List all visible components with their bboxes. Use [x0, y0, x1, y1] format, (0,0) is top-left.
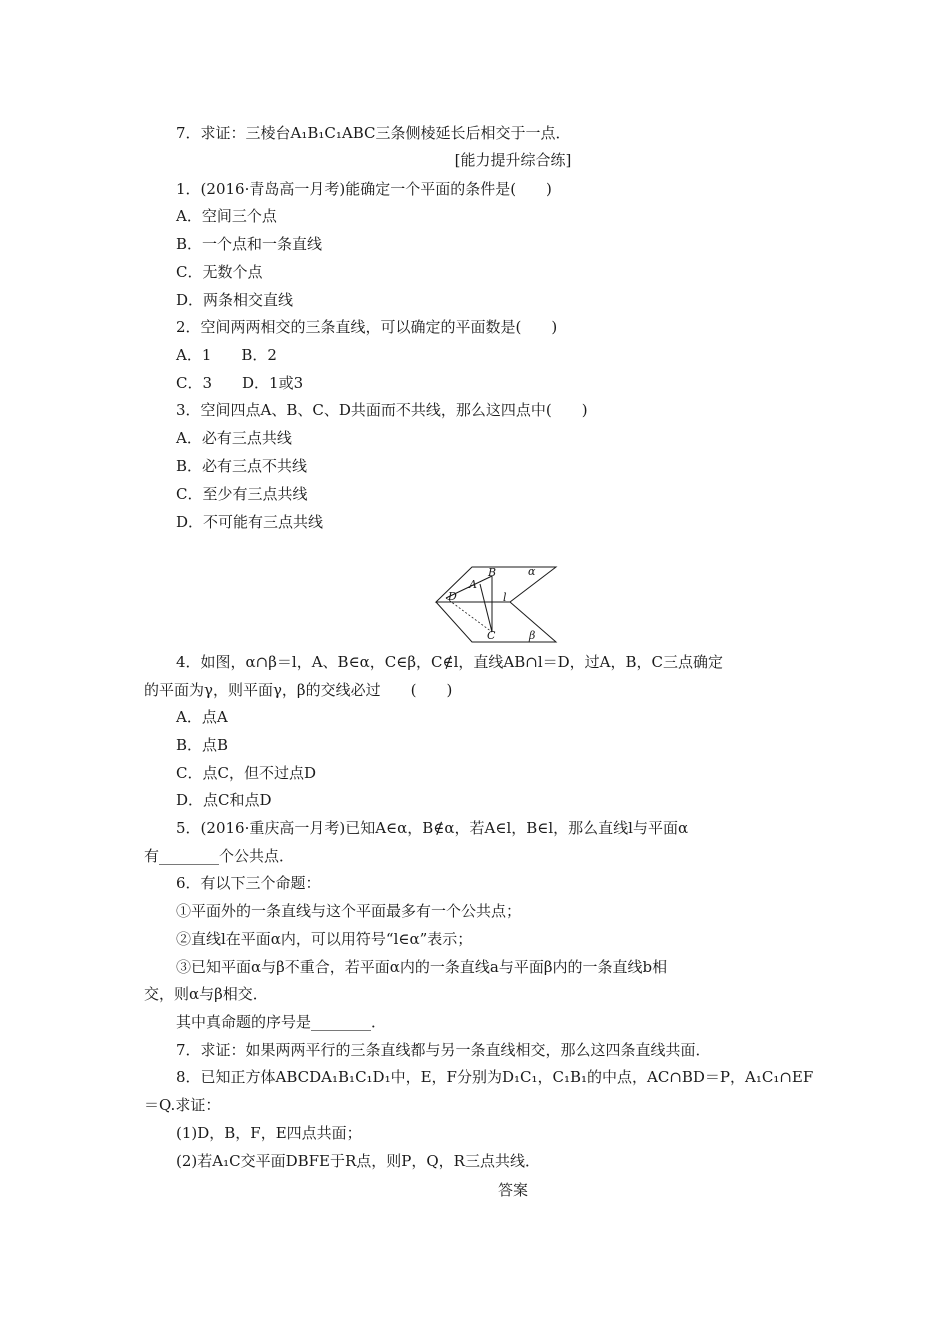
q7-stem: 7．求证：如果两两平行的三条直线都与另一条直线相交，那么这四条直线共面．: [176, 1041, 711, 1059]
planes-figure: [432, 560, 562, 648]
q5-line1: 5．(2016·重庆高一月考)已知A∈α，B∉α，若A∈l，B∈l，那么直线l与平面α: [176, 819, 689, 837]
q8-part-1: (1)D，B，F，E四点共面；: [176, 1124, 362, 1142]
q2-options-ab: A．1 B．2: [176, 346, 277, 364]
q3-option-d: D．不可能有三点共线: [176, 513, 324, 531]
label-alpha: α: [528, 565, 536, 578]
q2-stem: 2．空间两两相交的三条直线，可以确定的平面数是( ): [176, 318, 558, 336]
q8-line2: ＝Q.求证：: [144, 1096, 221, 1114]
q8-part-2: (2)若A₁C交平面DBFE于R点，则P，Q，R三点共线．: [176, 1152, 540, 1170]
q1-option-b: B．一个点和一条直线: [176, 235, 323, 253]
q4-line2: 的平面为γ，则平面γ，β的交线必过 ( ): [144, 681, 453, 699]
q1-option-c: C．无数个点: [176, 263, 263, 281]
q3-option-b: B．必有三点不共线: [176, 457, 308, 475]
label-l: l: [503, 591, 507, 604]
label-c: C: [487, 629, 496, 642]
q1-option-d: D．两条相交直线: [176, 291, 294, 309]
section-title: [能力提升综合练]: [454, 151, 572, 169]
q4-option-d: D．点C和点D: [176, 791, 272, 809]
q4-option-c: C．点C，但不过点D: [176, 764, 316, 782]
q4-line1: 4．如图，α∩β＝l，A、B∈α，C∈β，C∉l，直线AB∩l＝D，过A，B，C三点确定: [176, 653, 724, 671]
q6-proposition-3b: 交，则α与β相交．: [144, 985, 268, 1003]
q6-ask: 其中真命题的序号是________．: [176, 1013, 387, 1031]
q3-option-c: C．至少有三点共线: [176, 485, 308, 503]
q3-stem: 3．空间四点A、B、C、D共面而不共线，那么这四点中( ): [176, 401, 588, 419]
plane-beta-edge: [436, 602, 556, 642]
header-problem-7: 7．求证：三棱台A₁B₁C₁ABC三条侧棱延长后相交于一点．: [176, 124, 571, 142]
q6-stem: 6．有以下三个命题：: [176, 874, 321, 892]
q8-line1: 8．已知正方体ABCDA₁B₁C₁D₁中，E，F分别为D₁C₁，C₁B₁的中点，AC∩BD＝P，A₁C₁∩EF: [176, 1068, 814, 1086]
label-a: A: [469, 578, 477, 591]
q6-proposition-3a: ③已知平面α与β不重合，若平面α内的一条直线a与平面β内的一条直线b相: [176, 958, 668, 976]
q1-stem: 1．(2016·青岛高一月考)能确定一个平面的条件是( ): [176, 180, 552, 198]
q5-line2: 有________个公共点．: [144, 847, 295, 865]
q2-options-cd: C．3 D．1或3: [176, 374, 304, 392]
label-d: D: [448, 590, 457, 603]
label-b: B: [488, 566, 497, 579]
answer-heading: 答案: [497, 1181, 528, 1199]
q6-proposition-2: ②直线l在平面α内，可以用符号“l∈α”表示；: [176, 930, 473, 948]
q6-proposition-1: ①平面外的一条直线与这个平面最多有一个公共点；: [176, 902, 522, 920]
label-beta: β: [529, 629, 536, 642]
q3-option-a: A．必有三点共线: [176, 429, 292, 447]
q4-option-b: B．点B: [176, 736, 229, 754]
q1-option-a: A．空间三个点: [176, 207, 277, 225]
q4-option-a: A．点A: [176, 708, 228, 726]
